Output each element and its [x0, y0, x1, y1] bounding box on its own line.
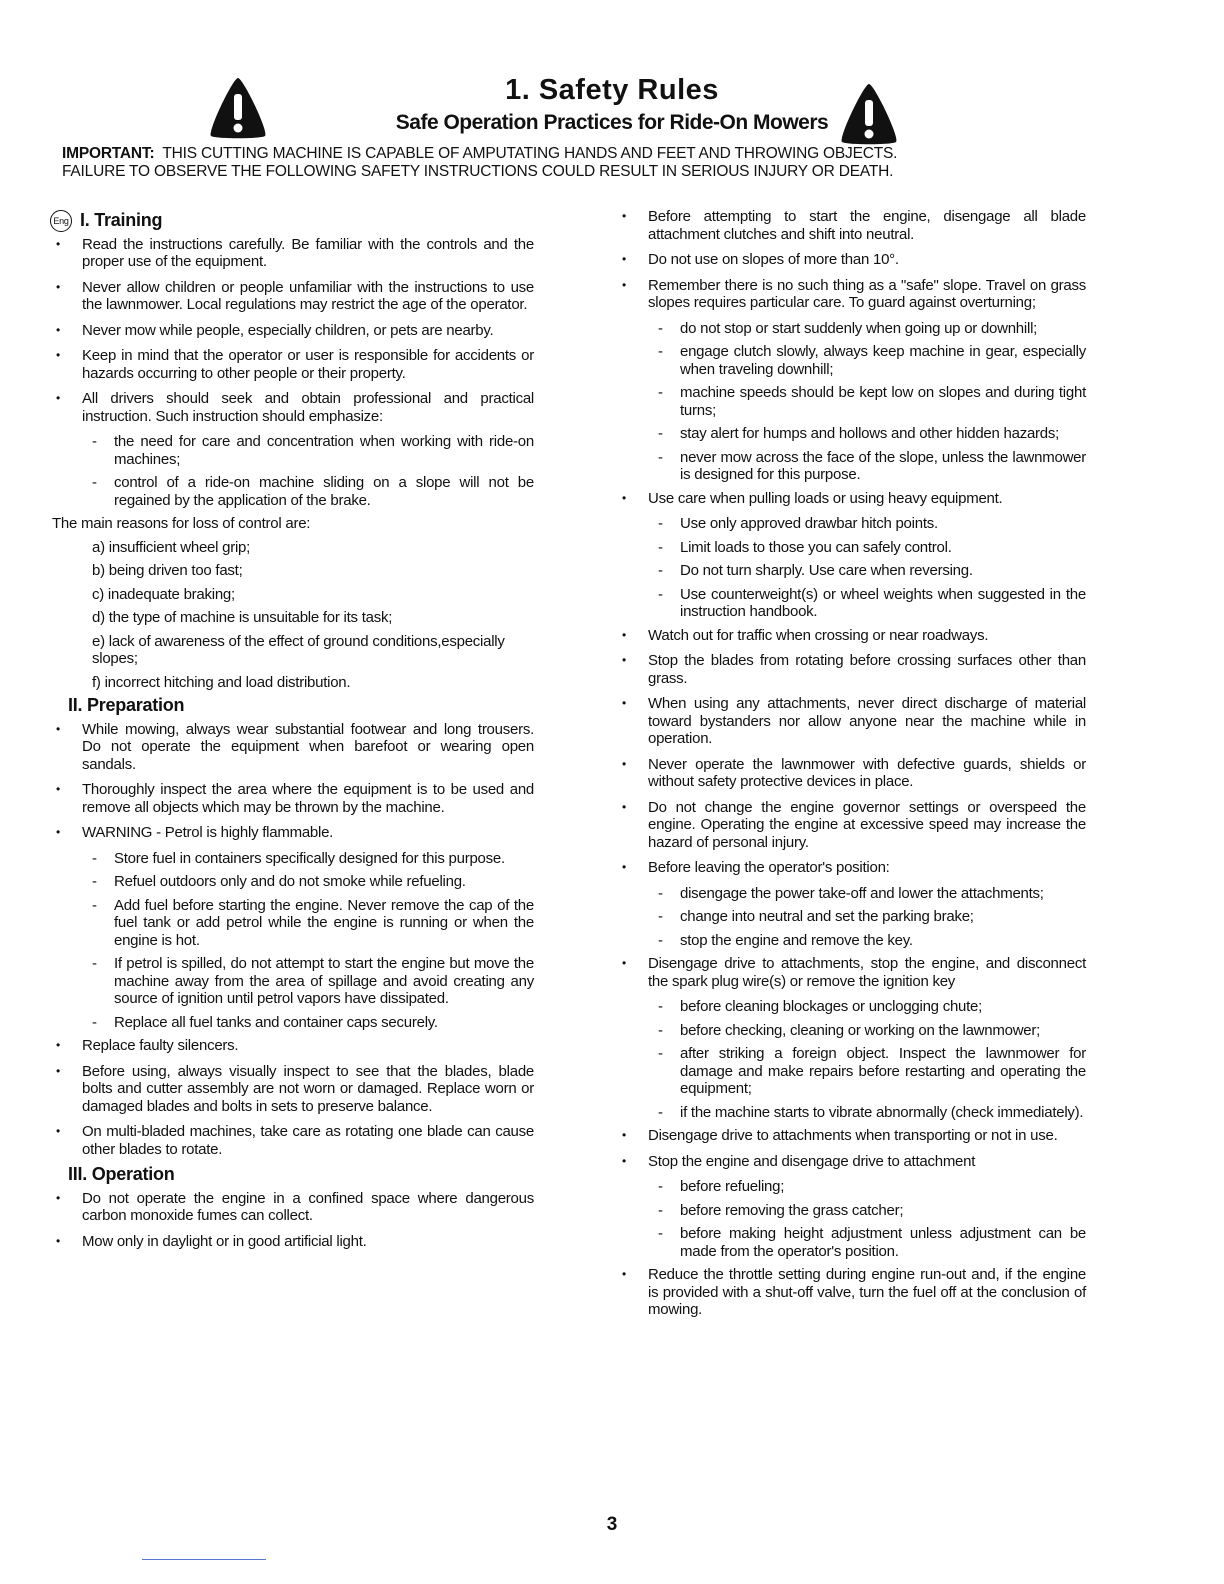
sub-item [618, 908, 1086, 926]
list-item [52, 390, 534, 425]
sub-item [618, 1045, 1086, 1098]
list-item [618, 490, 1086, 508]
item-text: e) lack of awareness of the effect of ground conditions,especially slopes; [92, 632, 505, 667]
item-text: Disengage drive to attachments when transporting or not in use. [648, 1127, 1058, 1144]
item-text: Do not use on slopes of more than 10°. [648, 251, 899, 268]
item-text: Thoroughly inspect the area where the equipment is to be used and remove all objects which may be thrown by the machine. [82, 781, 534, 816]
sub-item [52, 474, 534, 509]
item-text: before making height adjustment unless adjustment can be made from the operator's position. [680, 1225, 1086, 1260]
item-text: Replace faulty silencers. [82, 1037, 239, 1054]
item-text: before removing the grass catcher; [680, 1201, 904, 1219]
list-item [52, 1063, 534, 1116]
item-text: Do not change the engine governor settings or overspeed the engine. Operating the engine at excessive speed may increase the hazard of personal injury. [648, 798, 1086, 851]
item-text: before refueling; [680, 1178, 785, 1195]
item-text: stop the engine and remove the key. [680, 931, 913, 949]
list-item [52, 1190, 534, 1225]
item-text: II. Preparation [68, 695, 185, 715]
item-text: Use care when pulling loads or using heavy equipment. [648, 489, 1003, 507]
item-text: Do not turn sharply. Use care when reversing. [680, 562, 973, 579]
list-item [52, 824, 534, 842]
list-item [52, 633, 534, 668]
sub-item [618, 1178, 1086, 1196]
sub-item [52, 433, 534, 468]
item-text: Mow only in daylight or in good artificial light. [82, 1232, 367, 1250]
list-item [52, 347, 534, 382]
footer-rule [142, 1559, 266, 1560]
list-item [618, 627, 1086, 645]
list-item [52, 539, 534, 557]
item-text: do not stop or start suddenly when going up or downhill; [680, 319, 1038, 337]
list-item [52, 586, 534, 604]
sub-item [618, 932, 1086, 950]
section-heading [53, 210, 534, 230]
item-text: Refuel outdoors only and do not smoke while refueling. [114, 873, 466, 890]
language-badge-icon: Eng [50, 210, 72, 232]
item-text: Never operate the lawnmower with defective guards, shields or without safety protective devices in place. [648, 755, 1086, 790]
list-item [618, 251, 1086, 269]
list-item [52, 1037, 534, 1055]
item-text: before checking, cleaning or working on the lawnmower; [680, 1021, 1041, 1039]
important-label: IMPORTANT: [62, 145, 155, 162]
list-item [52, 562, 534, 580]
item-text: I. Training [80, 210, 163, 230]
list-item [618, 1266, 1086, 1319]
sub-item [618, 885, 1086, 903]
sub-item [618, 449, 1086, 484]
sub-item [618, 515, 1086, 533]
list-item [618, 277, 1086, 312]
item-text: On multi-bladed machines, take care as rotating one blade can cause other blades to rotate. [82, 1123, 534, 1158]
list-item [618, 756, 1086, 791]
list-item [52, 721, 534, 774]
item-text: Remember there is no such thing as a "safe" slope. Travel on grass slopes requires particular care. To guard against overturning; [648, 276, 1086, 311]
item-text: a) insufficient wheel grip; [92, 538, 251, 556]
list-item [52, 322, 534, 340]
important-line-1: THIS CUTTING MACHINE IS CAPABLE OF AMPUTATING HANDS AND FEET AND THROWING OBJECTS. [162, 145, 898, 162]
item-text: b) being driven too fast; [92, 562, 243, 579]
sub-item [52, 850, 534, 868]
list-item [618, 955, 1086, 990]
item-text: Use counterweight(s) or wheel weights when suggested in the instruction handbook. [680, 585, 1086, 620]
important-notice [62, 145, 1162, 181]
item-text: Watch out for traffic when crossing or near roadways. [648, 626, 989, 644]
page-title: 1. Safety Rules [505, 74, 719, 106]
sub-item [618, 425, 1086, 443]
sub-item [618, 998, 1086, 1016]
item-text: WARNING - Petrol is highly flammable. [82, 824, 334, 841]
list-item [618, 799, 1086, 852]
item-text: Add fuel before starting the engine. Never remove the cap of the fuel tank or add petrol while the engine is running or when the engine is hot. [114, 896, 534, 949]
list-item [618, 695, 1086, 748]
sub-item [618, 539, 1086, 557]
item-text: change into neutral and set the parking brake; [680, 908, 974, 925]
list-item [52, 781, 534, 816]
section-heading [68, 697, 534, 715]
item-text: Stop the blades from rotating before crossing surfaces other than grass. [648, 652, 1086, 687]
page-subtitle: Safe Operation Practices for Ride-On Mowers [395, 111, 829, 134]
item-text: The main reasons for loss of control are: [52, 515, 311, 532]
item-text: Before leaving the operator's position: [648, 859, 890, 876]
item-text: d) the type of machine is unsuitable for its task; [92, 609, 393, 626]
item-text: Never mow while people, especially children, or pets are nearby. [82, 321, 494, 339]
item-text: All drivers should seek and obtain professional and practical instruction. Such instruction should emphasize: [82, 390, 534, 425]
sub-item [618, 1202, 1086, 1220]
list-item [618, 208, 1086, 243]
item-text: Before using, always visually inspect to see that the blades, blade bolts and cutter assembly are not worn or damaged. Replace worn or damaged blades and bolts in sets to preserve balance. [82, 1062, 534, 1115]
item-text: machine speeds should be kept low on slopes and during tight turns; [680, 384, 1086, 419]
item-text: engage clutch slowly, always keep machine in gear, especially when traveling downhill; [680, 343, 1086, 378]
sub-item [618, 586, 1086, 621]
item-text: disengage the power take-off and lower the attachments; [680, 884, 1044, 902]
item-text: While mowing, always wear substantial footwear and long trousers. Do not operate the equipment when barefoot or wearing open sandals. [82, 720, 534, 773]
sub-item [618, 1104, 1086, 1122]
item-text: Stop the engine and disengage drive to attachment [648, 1152, 976, 1170]
left-column [52, 208, 534, 1258]
item-text: Disengage drive to attachments, stop the engine, and disconnect the spark plug wire(s) or remove the ignition key [648, 955, 1086, 990]
item-text: Before attempting to start the engine, disengage all blade attachment clutches and shift into neutral. [648, 208, 1086, 243]
item-text: Limit loads to those you can safely control. [680, 538, 952, 556]
list-item [52, 515, 534, 533]
item-text: never mow across the face of the slope, unless the lawnmower is designed for this purpose. [680, 448, 1086, 483]
list-item [52, 1233, 534, 1251]
sub-item [52, 897, 534, 950]
important-line-2: FAILURE TO OBSERVE THE FOLLOWING SAFETY INSTRUCTIONS COULD RESULT IN SERIOUS INJURY OR DEATH. [62, 163, 894, 180]
sub-item [618, 343, 1086, 378]
sub-item [618, 1022, 1086, 1040]
sub-item [618, 320, 1086, 338]
list-item [52, 609, 534, 627]
item-text: Do not operate the engine in a confined space where dangerous carbon monoxide fumes can collect. [82, 1189, 534, 1224]
item-text: control of a ride-on machine sliding on a slope will not be regained by the application of the brake. [114, 474, 534, 509]
sub-item [618, 1225, 1086, 1260]
section-heading [68, 1166, 534, 1184]
list-item [618, 652, 1086, 687]
item-text: When using any attachments, never direct discharge of material toward bystanders nor allow anyone near the machine while in operation. [648, 695, 1086, 747]
item-text: the need for care and concentration when working with ride-on machines; [114, 433, 534, 468]
item-text: stay alert for humps and hollows and other hidden hazards; [680, 425, 1060, 442]
list-item [52, 1123, 534, 1158]
list-item [618, 1153, 1086, 1171]
right-column [618, 208, 1086, 1327]
list-item [52, 236, 534, 271]
item-text: Keep in mind that the operator or user is responsible for accidents or hazards occurring to other people or their property. [82, 347, 534, 382]
item-text: before cleaning blockages or unclogging chute; [680, 998, 983, 1015]
list-item [618, 859, 1086, 877]
item-text: If petrol is spilled, do not attempt to start the engine but move the machine away from the area of spillage and avoid creating any source of ignition until petrol vapors have dissipated. [114, 955, 534, 1007]
item-text: III. Operation [68, 1164, 175, 1184]
item-text: after striking a foreign object. Inspect the lawnmower for damage and make repairs before restarting and operating the equipment; [680, 1045, 1086, 1097]
item-text: c) inadequate braking; [92, 585, 235, 603]
item-text: if the machine starts to vibrate abnormally (check immediately). [680, 1103, 1084, 1121]
sub-item [52, 873, 534, 891]
item-text: Replace all fuel tanks and container caps securely. [114, 1013, 438, 1031]
page-number: 3 [606, 1514, 618, 1535]
sub-item [618, 562, 1086, 580]
list-item [52, 279, 534, 314]
item-text: Store fuel in containers specifically designed for this purpose. [114, 849, 505, 867]
item-text: Reduce the throttle setting during engine run-out and, if the engine is provided with a shut-off valve, turn the fuel off at the conclusion of mowing. [648, 1266, 1086, 1318]
item-text: Never allow children or people unfamiliar with the instructions to use the lawnmower. Local regulations may restrict the age of the operator. [82, 278, 534, 313]
item-text: Use only approved drawbar hitch points. [680, 515, 938, 532]
item-text: Read the instructions carefully. Be familiar with the controls and the proper use of the equipment. [82, 235, 534, 270]
item-text: f) incorrect hitching and load distribution. [92, 673, 351, 691]
list-item [52, 674, 534, 692]
list-item [618, 1127, 1086, 1145]
sub-item [52, 1014, 534, 1032]
sub-item [52, 955, 534, 1008]
sub-item [618, 384, 1086, 419]
